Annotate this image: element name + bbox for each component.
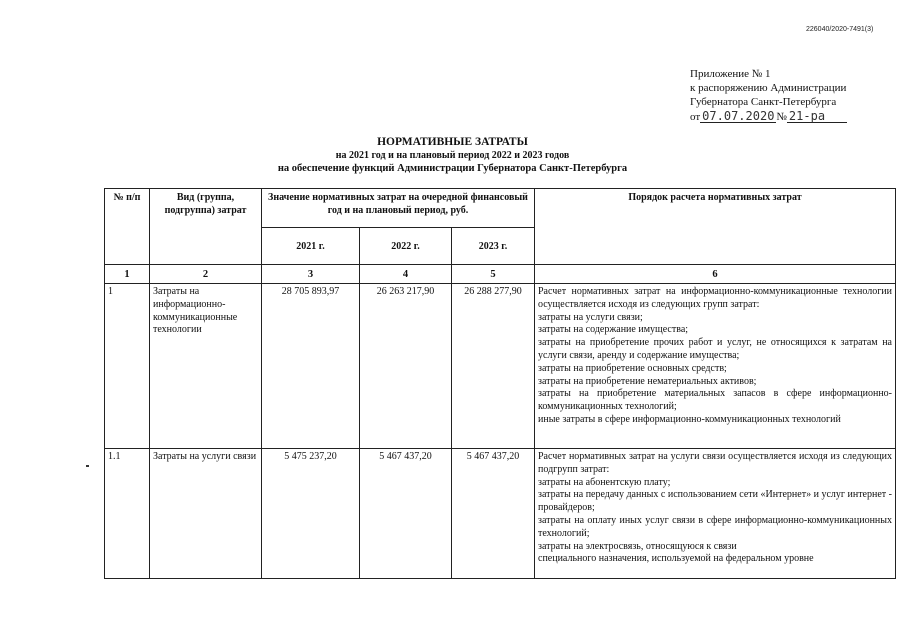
desc-line: специального назначения, используемой на федеральном уровне bbox=[538, 553, 814, 565]
col-number: 4 bbox=[360, 265, 452, 284]
col-number: 2 bbox=[150, 265, 262, 284]
title-line-1: НОРМАТИВНЫЕ ЗАТРАТЫ bbox=[377, 136, 528, 148]
desc-line: затраты на содержание имущества; bbox=[538, 324, 689, 336]
title-line-3: на обеспечение функций Администрации Губернатора Санкт-Петербурга bbox=[277, 163, 628, 174]
desc-line: затраты на приобретение основных средств; bbox=[538, 362, 727, 374]
header-order: Порядок расчета нормативных затрат bbox=[535, 189, 896, 265]
row-number: 1 bbox=[105, 284, 150, 449]
desc-line: затраты на услуги связи; bbox=[538, 311, 643, 323]
appendix-date-line bbox=[690, 110, 847, 124]
desc-line: затраты на передачу данных с использованием сети «Интернет» и услуг интернет - провайдеров; bbox=[538, 489, 892, 514]
calculation-order bbox=[535, 284, 896, 449]
cost-type: Затраты на услуги связи bbox=[150, 449, 262, 579]
value-2023: 26 288 277,90 bbox=[452, 284, 535, 449]
header-2022: 2022 г. bbox=[360, 228, 452, 265]
table-row bbox=[105, 449, 896, 579]
desc-line: затраты на электросвязь, относящуюся к связи bbox=[538, 540, 737, 552]
value-2022: 5 467 437,20 bbox=[360, 449, 452, 579]
document-number: 226040/2020-7491(3) bbox=[806, 26, 874, 33]
header-type: Вид (группа, подгруппа) затрат bbox=[150, 189, 262, 265]
table-header-row bbox=[105, 189, 896, 228]
col-number: 1 bbox=[105, 265, 150, 284]
desc-line: Расчет нормативных затрат на услуги связи осуществляется исходя из следующих подгрупп затрат: bbox=[538, 451, 892, 475]
order-date: 07.07.2020 bbox=[702, 108, 775, 123]
col-number: 3 bbox=[262, 265, 360, 284]
title-line-2: на 2021 год и на плановый период 2022 и 2023 годов bbox=[335, 150, 570, 161]
order-number: 21-ра bbox=[787, 110, 847, 123]
header-2021: 2021 г. bbox=[262, 228, 360, 265]
margin-mark bbox=[86, 465, 89, 467]
column-number-row bbox=[105, 265, 896, 284]
cost-type: Затраты на информационно-коммуникационные технологии bbox=[150, 284, 262, 449]
table-row bbox=[105, 284, 896, 449]
number-prefix: № bbox=[776, 110, 787, 123]
desc-line: затраты на приобретение прочих работ и услуг, не относящихся к затратам на услуги связи, аренду и содержание имущества; bbox=[538, 337, 892, 361]
appendix-line-2: к распоряжению Администрации bbox=[690, 82, 847, 95]
desc-line: Расчет нормативных затрат на информационно-коммуникационные технологии осуществляется исходя из следующих групп затрат: bbox=[538, 286, 892, 310]
value-2023: 5 467 437,20 bbox=[452, 449, 535, 579]
col-number: 6 bbox=[535, 265, 896, 284]
desc-line: затраты на оплату иных услуг связи в сфере информационно-коммуникационных технологий; bbox=[538, 514, 892, 539]
date-prefix: от bbox=[690, 110, 701, 123]
cost-table bbox=[104, 188, 896, 579]
document-title bbox=[0, 136, 905, 175]
value-2021: 5 475 237,20 bbox=[262, 449, 360, 579]
appendix-line-3: Губернатора Санкт-Петербурга bbox=[690, 96, 837, 109]
desc-line: иные затраты в сфере информационно-коммуникационных технологий bbox=[538, 413, 841, 425]
appendix-line-1: Приложение № 1 bbox=[690, 68, 771, 80]
header-2023: 2023 г. bbox=[452, 228, 535, 265]
desc-line: затраты на абонентскую плату; bbox=[538, 476, 671, 488]
appendix-block bbox=[690, 67, 847, 124]
header-num: № п/п bbox=[105, 189, 150, 265]
header-value-group: Значение нормативных затрат на очередной финансовый год и на плановый период, руб. bbox=[262, 189, 535, 228]
col-number: 5 bbox=[452, 265, 535, 284]
value-2022: 26 263 217,90 bbox=[360, 284, 452, 449]
value-2021: 28 705 893,97 bbox=[262, 284, 360, 449]
calculation-order bbox=[535, 449, 896, 579]
row-number: 1.1 bbox=[105, 449, 150, 579]
desc-line: затраты на приобретение нематериальных активов; bbox=[538, 375, 757, 387]
desc-line: затраты на приобретение материальных запасов в сфере информационно-коммуникационных технологий; bbox=[538, 388, 892, 413]
